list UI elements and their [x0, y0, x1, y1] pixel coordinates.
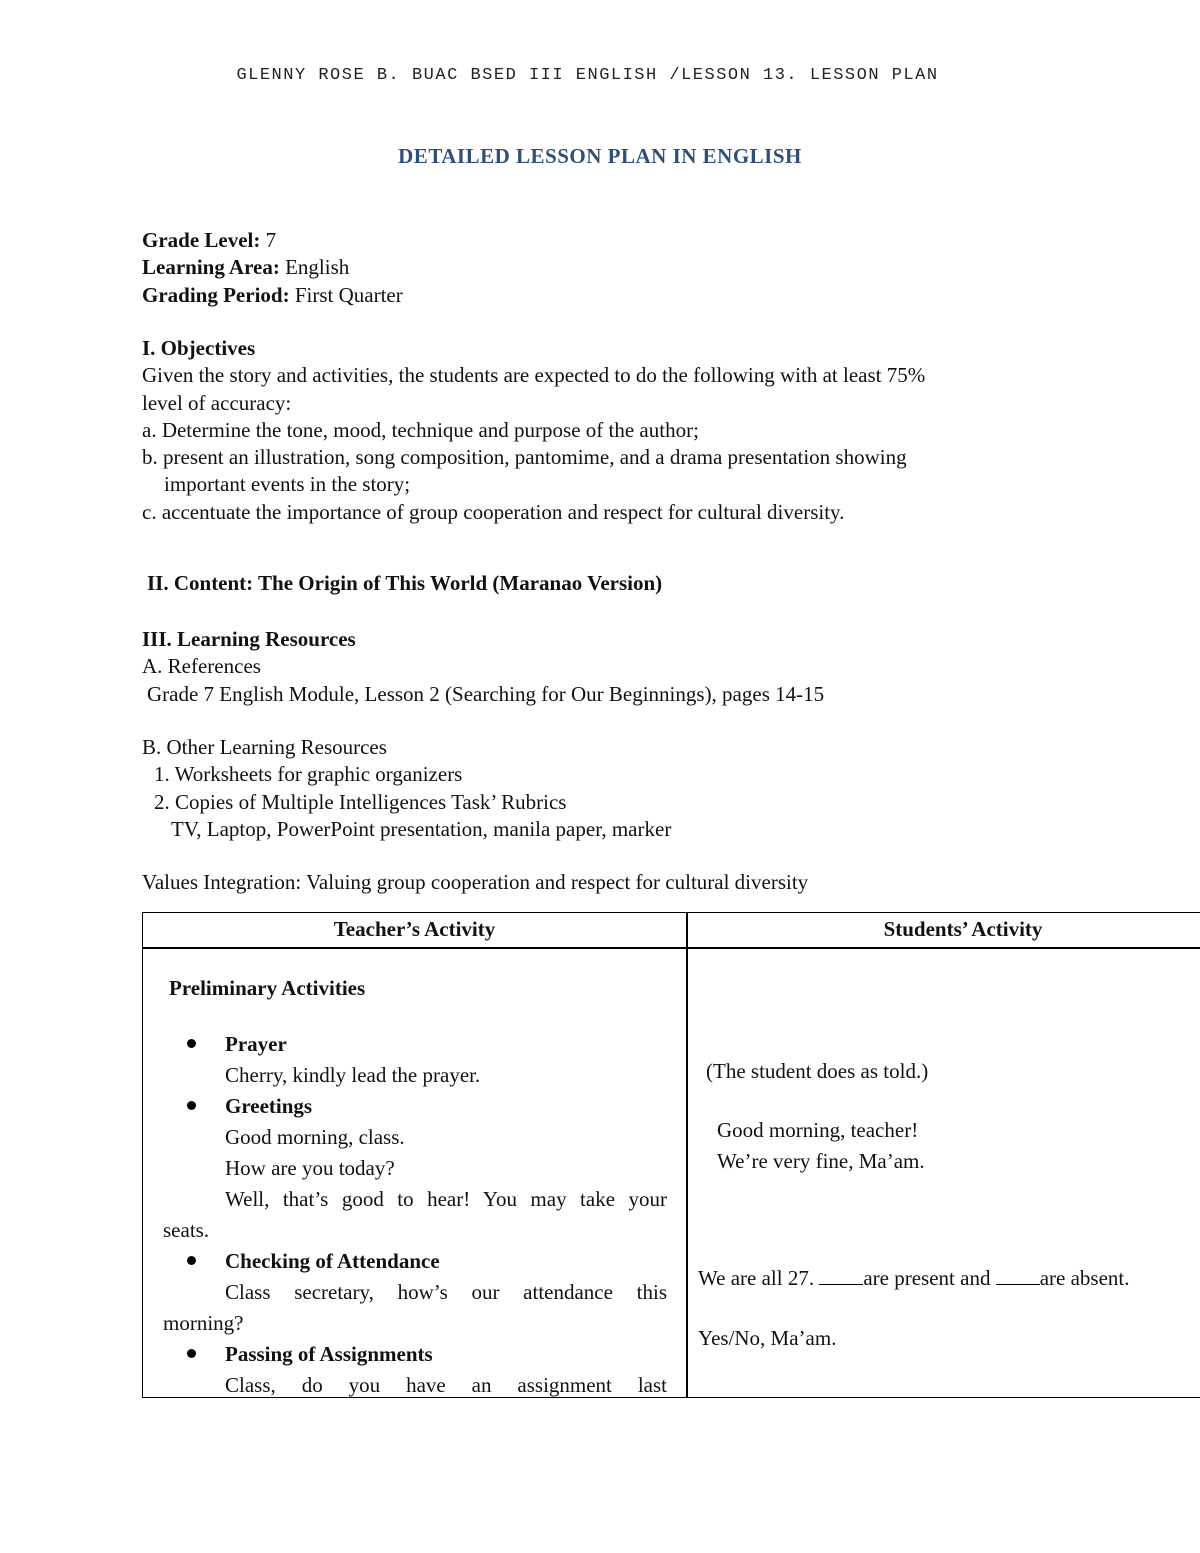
teacher-activity-cell [163, 973, 667, 1401]
values-integration [142, 869, 1182, 896]
assignments-line-1: Class, do you have an assignment last [225, 1373, 667, 1397]
greetings-line-3-cont: seats. [163, 1218, 210, 1242]
present-text: are present and [863, 1266, 996, 1290]
attendance-line-1: Class secretary, how’s our attendance this [225, 1280, 667, 1304]
other-resource-item-2: 2. Copies of Multiple Intelligences Task’ Rubrics [154, 789, 567, 814]
greetings-line-2: How are you today? [225, 1156, 395, 1180]
attendance-item [163, 1246, 667, 1277]
absent-blank [996, 1266, 1040, 1285]
student-prayer-response: (The student does as told.) [706, 1059, 929, 1083]
grade-level-row [142, 227, 1182, 254]
learning-area-row [142, 254, 1182, 281]
header-rule [143, 947, 1200, 949]
grade-level-value: 7 [260, 228, 277, 252]
objectives-heading: I. Objectives [142, 336, 256, 360]
other-resource-item-1: 1. Worksheets for graphic organizers [154, 762, 463, 787]
greetings-item [163, 1091, 667, 1122]
objective-b-line1: b. present an illustration, song composition, pantomime, and a drama presentation showing [142, 445, 907, 470]
prayer-title: Prayer [225, 1032, 287, 1056]
grading-period-label: Grading Period: [142, 282, 290, 307]
lesson-meta [142, 227, 1182, 309]
student-greeting-response-1: Good morning, teacher! [717, 1118, 919, 1142]
student-assignment-response: Yes/No, Ma’am. [698, 1326, 837, 1350]
objectives-intro-line2: level of accuracy: [142, 390, 292, 415]
learning-area-value: English [279, 255, 350, 280]
materials-list: TV, Laptop, PowerPoint presentation, manila paper, marker [171, 816, 672, 841]
students-activity-header: Students’ Activity [883, 917, 1043, 941]
prayer-item [163, 1029, 667, 1060]
objective-b-line2: important events in the story; [164, 472, 411, 497]
student-greeting-response-2: We’re very fine, Ma’am. [717, 1149, 925, 1173]
preliminary-activities-title: Preliminary Activities [169, 976, 366, 1000]
objectives-section [142, 335, 1182, 526]
grading-period-row [142, 282, 1182, 309]
student-attendance-response [698, 1263, 1200, 1294]
absent-text: are absent. [1039, 1266, 1130, 1290]
column-divider [686, 913, 688, 1397]
attendance-total-text: We are all 27. [698, 1266, 820, 1290]
bullet-icon [187, 1256, 196, 1265]
prayer-text: Cherry, kindly lead the prayer. [225, 1063, 481, 1087]
content-heading: II. Content: The Origin of This World (Maranao Version) [147, 571, 663, 595]
teacher-activity-header: Teacher’s Activity [333, 917, 496, 941]
bullet-icon [187, 1039, 196, 1048]
assignments-title: Passing of Assignments [225, 1342, 433, 1366]
other-resources-label: B. Other Learning Resources [142, 735, 387, 759]
other-resources-section [142, 734, 1182, 843]
objectives-intro-line1: Given the story and activities, the students are expected to do the following with at least 75% [142, 363, 926, 388]
attendance-title: Checking of Attendance [225, 1249, 440, 1273]
objective-a: a. Determine the tone, mood, technique and purpose of the author; [142, 417, 699, 442]
content-section [142, 570, 1182, 597]
students-activity-cell [698, 1056, 1200, 1354]
bullet-icon [187, 1349, 196, 1358]
bullet-icon [187, 1101, 196, 1110]
greetings-title: Greetings [225, 1094, 313, 1118]
greetings-line-1: Good morning, class. [225, 1125, 405, 1149]
references-label: A. References [142, 654, 261, 679]
present-blank [819, 1266, 863, 1285]
attendance-line-2: morning? [163, 1311, 244, 1335]
objective-c: c. accentuate the importance of group cooperation and respect for cultural diversity. [142, 499, 845, 524]
assignments-item [163, 1339, 667, 1370]
resources-section [142, 626, 1182, 708]
greetings-line-3: Well, that’s good to hear! You may take your [225, 1187, 667, 1211]
running-header: GLENNY ROSE B. BUAC BSED III ENGLISH /LESSON 13. LESSON PLAN [236, 66, 939, 85]
grade-level-label: Grade Level: [142, 228, 261, 252]
grading-period-value: First Quarter [289, 282, 403, 307]
activity-table [142, 912, 1200, 1398]
references-value: Grade 7 English Module, Lesson 2 (Searching for Our Beginnings), pages 14-15 [147, 681, 825, 706]
values-integration-text: Values Integration: Valuing group cooperation and respect for cultural diversity [142, 870, 809, 894]
document-title: DETAILED LESSON PLAN IN ENGLISH [398, 144, 802, 168]
learning-area-label: Learning Area: [142, 255, 280, 280]
resources-heading: III. Learning Resources [142, 627, 356, 651]
